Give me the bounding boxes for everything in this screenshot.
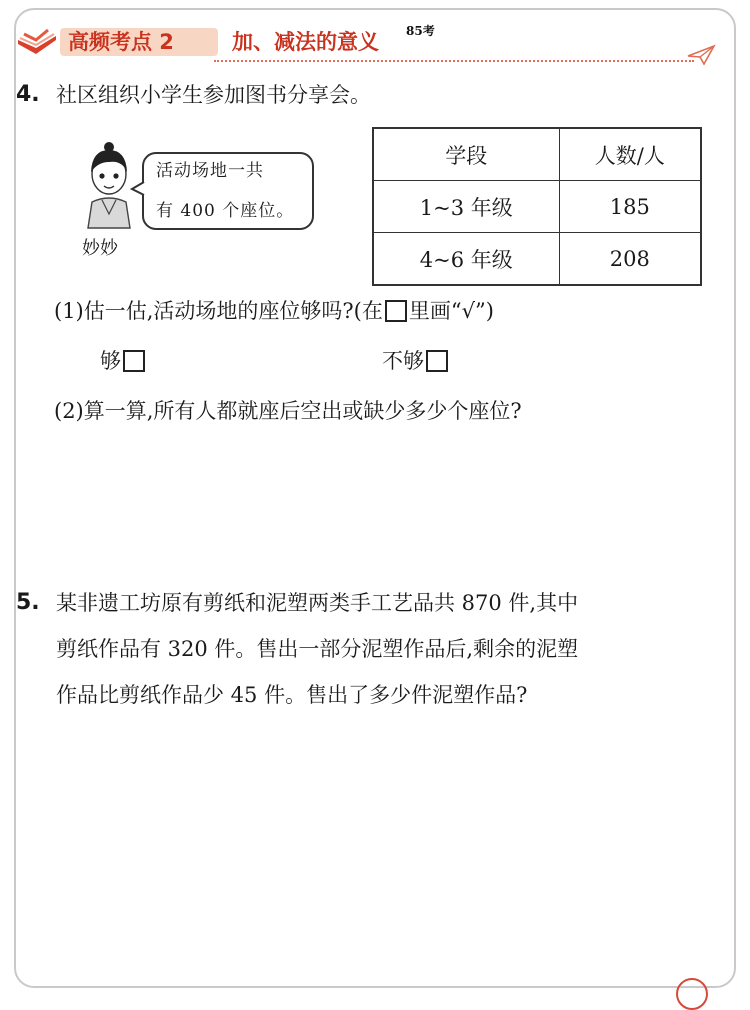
question-5-number: 5. (16, 590, 40, 615)
sub-1-tail: 里画“√”) (408, 299, 494, 323)
table-cell: 208 (559, 233, 701, 286)
section-header (14, 22, 714, 62)
speech-line-1: 活动场地一共 (156, 161, 264, 181)
question-4-prompt: 社区组织小学生参加图书分享会。 (56, 83, 371, 107)
option-enough-label: 够 (100, 349, 121, 373)
table-header-row (373, 128, 701, 181)
table-row (373, 233, 701, 286)
book-icon (14, 26, 60, 58)
option-not-enough (382, 346, 450, 376)
sub-1-text: (1)估一估,活动场地的座位够吗?(在 (54, 299, 383, 323)
question-5-line-1: 某非遗工坊原有剪纸和泥塑两类手工艺品共 870 件,其中 (56, 591, 579, 615)
speech-line-2: 有 400 个座位。 (156, 201, 295, 221)
question-4-number: 4. (16, 82, 40, 107)
option-enough (100, 346, 147, 376)
table-header-cell: 学段 (373, 128, 559, 181)
option-not-enough-checkbox[interactable] (426, 350, 448, 372)
question-5-line-2: 剪纸作品有 320 件。售出一部分泥塑作品后,剩余的泥塑 (56, 637, 579, 661)
topic-frequency: 85考 (406, 24, 435, 38)
paper-plane-icon (686, 44, 716, 66)
question-4-sub-1 (54, 296, 494, 326)
table-header-cell: 人数/人 (559, 128, 701, 181)
speech-tail (130, 180, 146, 198)
table-cell: 1~3 年级 (373, 181, 559, 233)
table-cell: 4~6 年级 (373, 233, 559, 286)
question-5-line-3: 作品比剪纸作品少 45 件。售出了多少件泥塑作品? (56, 683, 528, 707)
character-name: 妙妙 (82, 238, 118, 259)
table-cell: 185 (559, 181, 701, 233)
option-not-enough-label: 不够 (382, 349, 424, 373)
topic-title: 加、减法的意义 (232, 30, 379, 54)
section-label: 高频考点 2 (68, 30, 174, 54)
table-row (373, 181, 701, 233)
speech-bubble (142, 152, 314, 230)
corner-decoration-icon (676, 978, 708, 1010)
header-dotted-line (214, 60, 694, 62)
question-4-sub-2: (2)算一算,所有人都就座后空出或缺少多少个座位? (54, 399, 522, 423)
option-enough-checkbox[interactable] (123, 350, 145, 372)
example-answer-box (385, 300, 407, 322)
grade-table (372, 127, 702, 286)
